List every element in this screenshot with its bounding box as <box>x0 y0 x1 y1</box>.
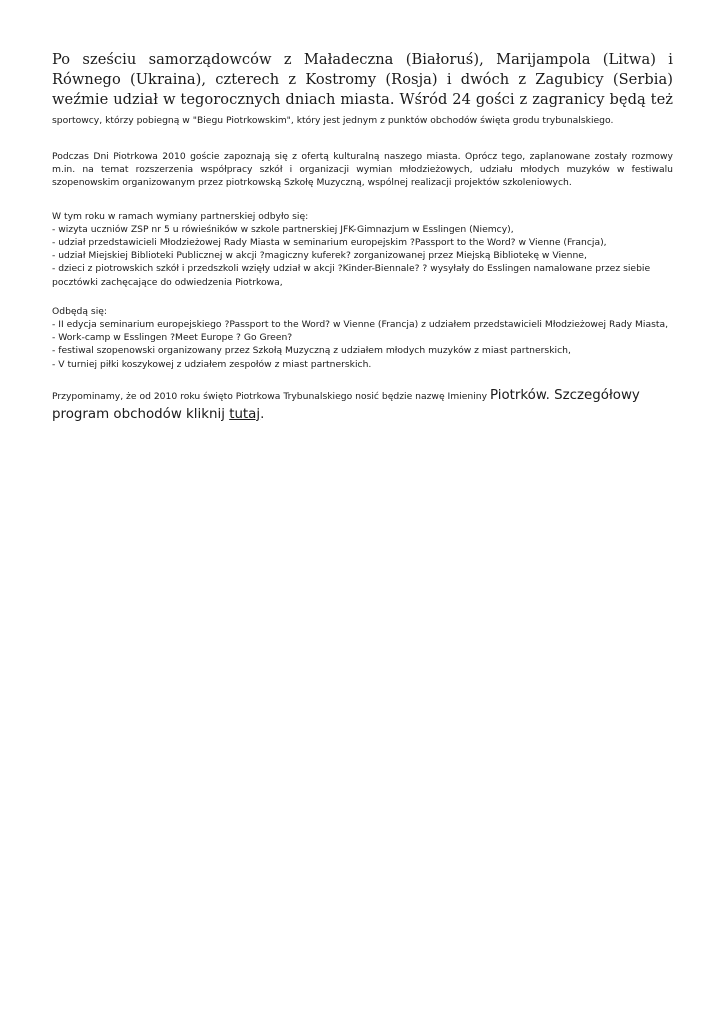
list-item: - dzieci z piotrowskich szkół i przedszkoli wzięły udział w akcji ?Kinder-Biennale? ? wysyłały do Esslingen namalowane przez siebie pocztówki zachęcające do odwiedzenia Piotrkowa, <box>52 263 651 288</box>
intro-serif-text: Po sześciu samorządowców z Maładeczna (Białoruś), Marijampola (Litwa) i Równego (Ukraina), czterech z Kostromy (Rosja) i dwóch z Zagubicy (Serbia) weźmie udział w tegorocznych dniach miasta. Wśród 24 gości z zagranicy będą też <box>52 51 673 108</box>
list-item: - V turniej piłki koszykowej z udziałem zespołów z miast partnerskich. <box>52 358 372 370</box>
article <box>52 50 673 425</box>
reminder-big-text: Piotrków. Szczegółowy program obchodów kliknij <box>52 387 640 422</box>
upcoming-heading: Odbędą się: <box>52 305 108 317</box>
intro-sans-text: sportowcy, którzy pobiegną w "Biegu Piotrkowskim", który jest jednym z punktów obchodów święta grodu trybunalskiego. <box>52 115 614 126</box>
list-item: - Work-camp w Esslingen ?Meet Europe ? Go Green? <box>52 332 293 344</box>
list-item: - wizyta uczniów ZSP nr 5 u rówieśników w szkole partnerskiej JFK-Gimnazjum w Esslingen (Niemcy), <box>52 223 514 235</box>
list-item: - udział Miejskiej Biblioteki Publicznej w akcji ?magiczny kuferek? zorganizowanej przez Miejską Bibliotekę w Vienne, <box>52 250 587 262</box>
reminder-end-text: . <box>260 406 265 422</box>
reminder-small-text: Przypominamy, że od 2010 roku święto Piotrkowa Trybunalskiego nosić będzie nazwę Imieniny <box>52 390 490 402</box>
list-item: - udział przedstawicieli Młodzieżowej Rady Miasta w seminarium europejskim ?Passport to the Word? w Vienne (Francja), <box>52 237 607 249</box>
upcoming-list <box>52 305 673 371</box>
list-item: - festiwal szopenowski organizowany przez Szkołą Muzyczną z udziałem młodych muzyków z miast partnerskich, <box>52 345 571 357</box>
reminder-paragraph <box>52 387 673 425</box>
exchange-heading: W tym roku w ramach wymiany partnerskiej odbyło się: <box>52 210 309 222</box>
exchange-list <box>52 210 673 289</box>
list-item: - II edycja seminarium europejskiego ?Passport to the Word? w Vienne (Francja) z udziałem przedstawicieli Młodzieżowej Rady Miasta, <box>52 319 669 331</box>
visit-program-paragraph: Podczas Dni Piotrkowa 2010 goście zapoznają się z ofertą kulturalną naszego miasta. Oprócz tego, zaplanowane zostały rozmowy m.in. na temat rozszerzenia współpracy szkół i organizacji wymian młodzieżowych, udziału młodych muzyków w festiwalu szopenowskim organizowanym przez piotrkowską Szkołę Muzyczną, wspólnej realizacji projektów szkoleniowych. <box>52 151 673 189</box>
intro-paragraph <box>52 50 673 128</box>
program-link[interactable]: tutaj <box>229 406 261 422</box>
